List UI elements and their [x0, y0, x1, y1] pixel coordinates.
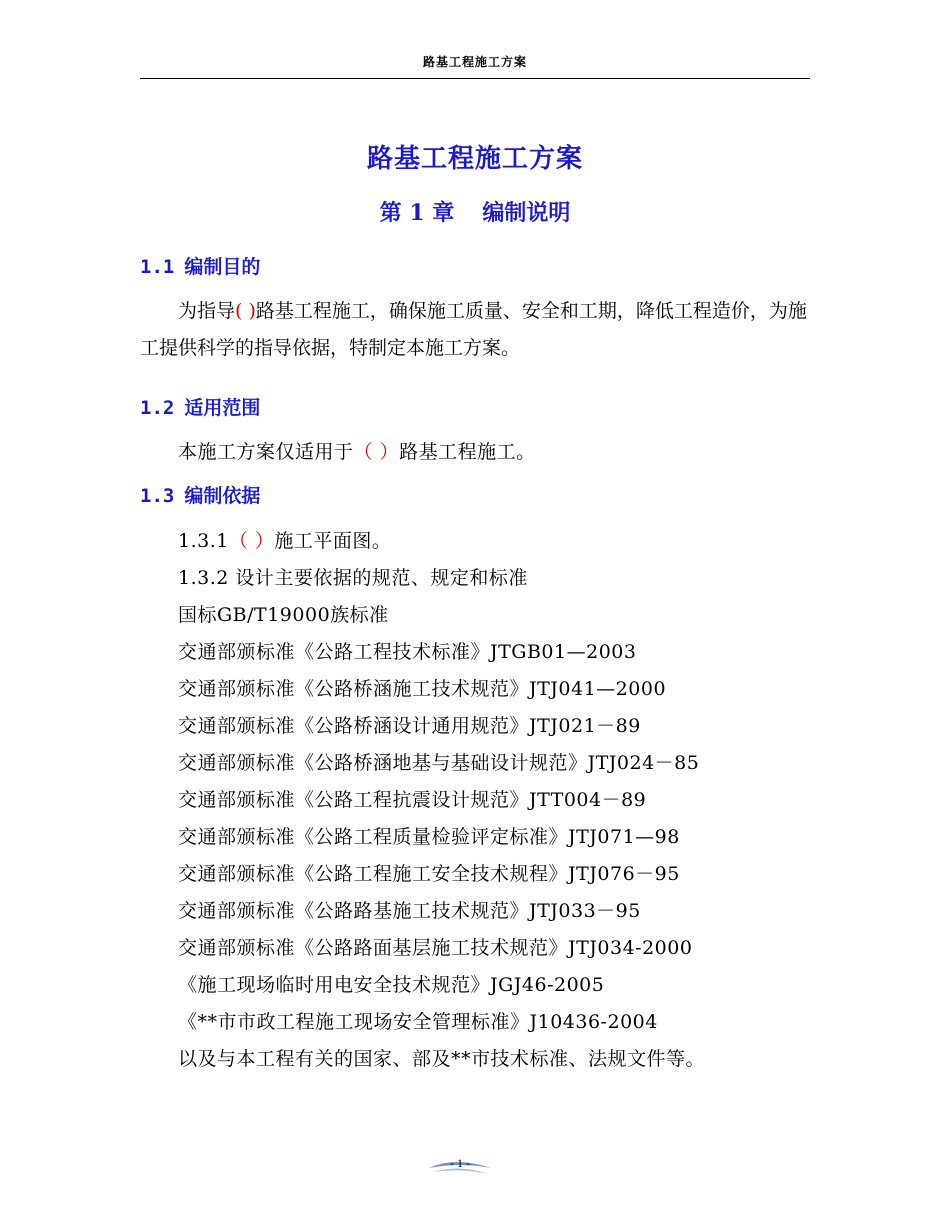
- para-text: 为指导: [178, 300, 236, 322]
- section-1-2-paragraph: [178, 437, 536, 464]
- section-title: 适用范围: [184, 397, 261, 419]
- placeholder-blank: （ ）: [353, 441, 400, 463]
- item-number: 1.3.1: [178, 530, 229, 552]
- list-item: 以及与本工程有关的国家、部及**市技术标准、法规文件等。: [178, 1048, 706, 1070]
- section-heading-1-2: [140, 393, 260, 420]
- list-item: 交通部颁标准《公路桥涵设计通用规范》JTJ021－89: [178, 715, 641, 737]
- chapter-number: 第 1 章: [379, 200, 455, 226]
- placeholder-blank: （ ）: [228, 530, 275, 552]
- list-item: 《**市市政工程施工现场安全管理标准》J10436-2004: [178, 1011, 658, 1033]
- section-number: 1.1: [140, 256, 175, 278]
- list-item: 交通部颁标准《公路工程技术标准》JTGB01—2003: [178, 641, 637, 663]
- document-title: 路基工程施工方案: [366, 144, 583, 174]
- section-1-1-paragraph: [140, 293, 815, 367]
- list-item: 《施工现场临时用电安全技术规范》JGJ46-2005: [178, 974, 605, 996]
- section-title: 编制依据: [184, 485, 261, 507]
- para-text: 路基工程施工，确保施工质量、安全和工期，降低工程造价，为施工提供科学的指导依据，特制定本施工方案。: [140, 300, 807, 359]
- item-text: 施工平面图。: [274, 530, 392, 552]
- list-item: 交通部颁标准《公路工程质量检验评定标准》JTJ071—98: [178, 826, 680, 848]
- list-item-1-3-1: [178, 526, 391, 553]
- page-number: - 1 -: [450, 1156, 470, 1170]
- section-heading-1-3: [140, 481, 260, 508]
- section-heading-1-1: [140, 252, 260, 279]
- placeholder-blank: ( ): [235, 300, 256, 322]
- list-item: 交通部颁标准《公路路面基层施工技术规范》JTJ034-2000: [178, 937, 693, 959]
- list-item: 交通部颁标准《公路工程抗震设计规范》JTT004－89: [178, 789, 647, 811]
- page-header: 路基工程施工方案: [422, 55, 527, 69]
- chapter-title: 编制说明: [482, 200, 571, 226]
- chapter-heading: [140, 196, 810, 227]
- list-item: 交通部颁标准《公路桥涵地基与基础设计规范》JTJ024－85: [178, 752, 700, 774]
- list-item: 交通部颁标准《公路工程施工安全技术规程》JTJ076－95: [178, 863, 680, 885]
- list-item: 交通部颁标准《公路路基施工技术规范》JTJ033－95: [178, 900, 641, 922]
- list-item: 交通部颁标准《公路桥涵施工技术规范》JTJ041—2000: [178, 678, 667, 700]
- section-title: 编制目的: [184, 256, 261, 278]
- header-rule: [140, 78, 810, 79]
- list-item: 1.3.2 设计主要依据的规范、规定和标准: [178, 567, 528, 589]
- para-text: 路基工程施工。: [399, 441, 536, 463]
- section-number: 1.3: [140, 485, 175, 507]
- para-text: 本施工方案仅适用于: [178, 441, 354, 463]
- section-number: 1.2: [140, 397, 175, 419]
- list-item: 国标GB/T19000族标准: [178, 604, 389, 626]
